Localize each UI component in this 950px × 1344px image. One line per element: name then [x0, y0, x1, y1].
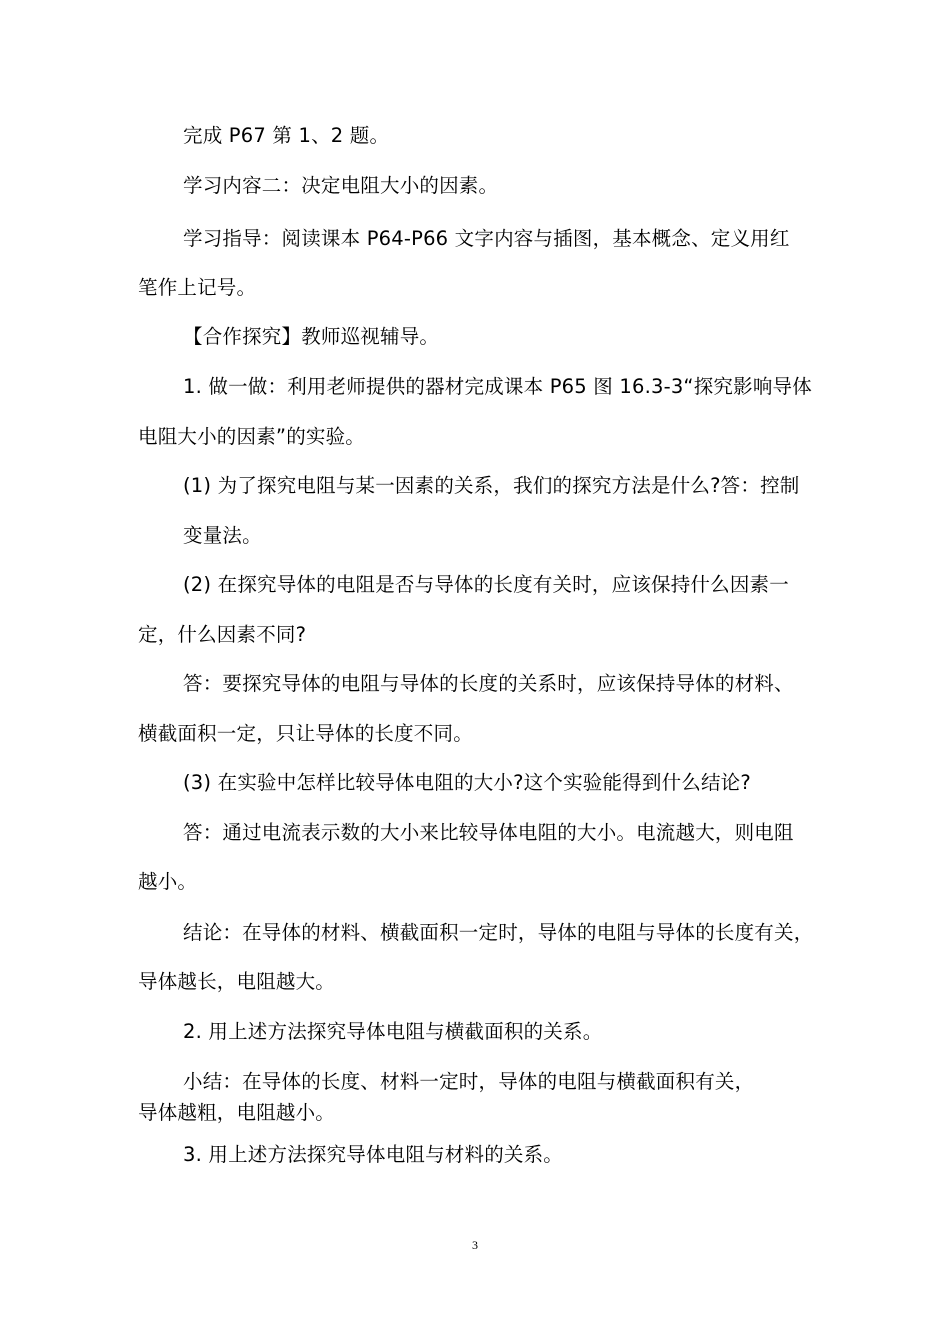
text-line: 电阻大小的因素”的实验。	[138, 425, 366, 448]
text-line: 答：通过电流表示数的大小来比较导体电阻的大小。电流越大，则电阻	[183, 821, 794, 844]
text-line: 导体越粗，电阻越小。	[138, 1101, 336, 1124]
text-line: 答：要探究导体的电阻与导体的长度的关系时，应该保持导体的材料、	[183, 672, 794, 695]
text-line: 导体越长，电阻越大。	[138, 970, 336, 993]
text-line: (1) 为了探究电阻与某一因素的关系，我们的探究方法是什么?答：控制	[183, 474, 800, 497]
text-line: 学习指导：阅读课本 P64-P66 文字内容与插图，基本概念、定义用红	[183, 227, 790, 250]
text-line: 越小。	[138, 870, 198, 893]
text-line: 【合作探究】教师巡视辅导。	[183, 325, 440, 348]
text-line: 定，什么因素不同?	[138, 623, 307, 646]
text-line: 学习内容二：决定电阻大小的因素。	[183, 174, 499, 197]
text-line: (3) 在实验中怎样比较导体电阻的大小?这个实验能得到什么结论?	[183, 771, 751, 794]
text-line: 1. 做一做：利用老师提供的器材完成课本 P65 图 16.3-3“探究影响导体	[183, 375, 812, 398]
page-number: 3	[472, 1238, 478, 1252]
text-line: (2) 在探究导体的电阻是否与导体的长度有关时，应该保持什么因素一	[183, 573, 789, 596]
text-line: 小结：在导体的长度、材料一定时，导体的电阻与横截面积有关，	[183, 1070, 755, 1093]
text-line: 变量法。	[183, 524, 262, 547]
text-line: 横截面积一定，只让导体的长度不同。	[138, 722, 473, 745]
text-line: 完成 P67 第 1、2 题。	[183, 124, 390, 147]
text-line: 结论：在导体的材料、横截面积一定时，导体的电阻与导体的长度有关，	[183, 921, 814, 944]
text-line: 3. 用上述方法探究导体电阻与材料的关系。	[183, 1143, 564, 1166]
text-line: 笔作上记号。	[138, 276, 257, 299]
text-line: 2. 用上述方法探究导体电阻与横截面积的关系。	[183, 1020, 603, 1043]
